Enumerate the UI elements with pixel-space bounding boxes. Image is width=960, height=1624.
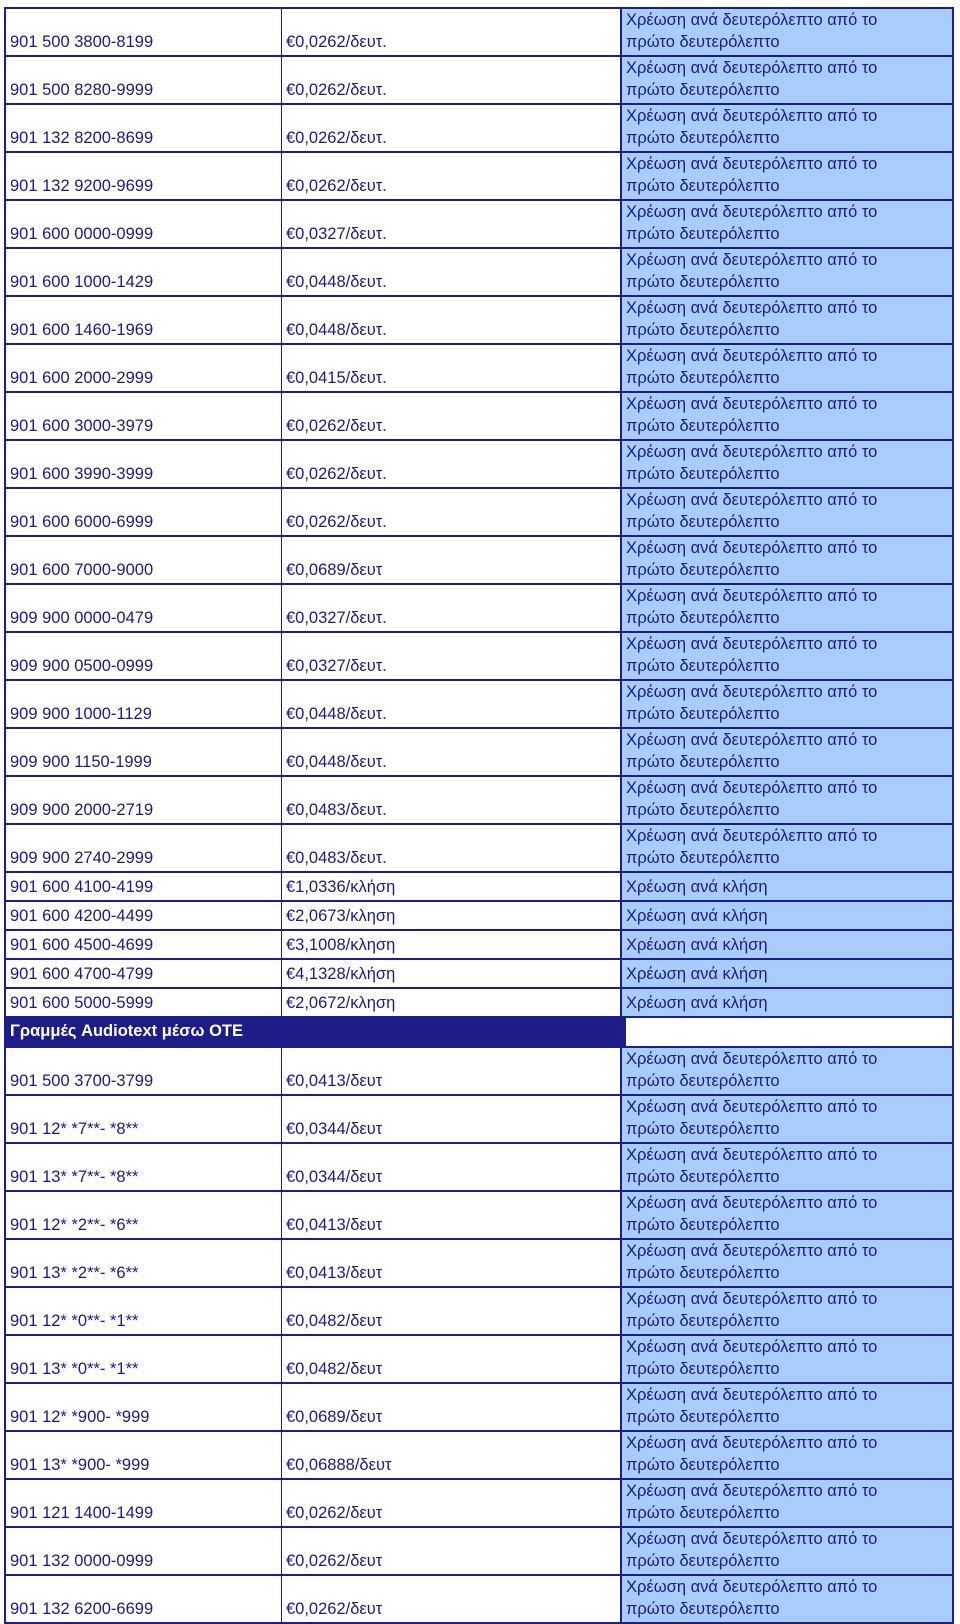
table-row bbox=[4, 1048, 954, 1096]
per-call-rate-rows bbox=[4, 873, 954, 1018]
table-row bbox=[4, 1240, 954, 1288]
billing-note-cell: Χρέωση ανά κλήση bbox=[622, 931, 954, 960]
billing-note-line-1: Χρέωση ανά δευτερόλεπτο από το bbox=[626, 1530, 878, 1548]
number-range-cell: 909 900 1000-1129 bbox=[4, 681, 282, 729]
number-range-cell: 901 600 4500-4699 bbox=[4, 931, 282, 960]
table-row bbox=[4, 153, 954, 201]
billing-note-line-2: πρώτο δευτερόλεπτο bbox=[626, 801, 780, 819]
number-range-cell: 901 13* *900- *999 bbox=[4, 1432, 282, 1480]
price-cell: €0,0448/δευτ. bbox=[282, 297, 622, 345]
billing-note-line-1: Χρέωση ανά δευτερόλεπτο από το bbox=[626, 1338, 878, 1356]
billing-note-cell bbox=[622, 585, 954, 633]
billing-note-cell bbox=[622, 1288, 954, 1336]
number-range-cell: 909 900 1150-1999 bbox=[4, 729, 282, 777]
number-range-cell: 901 500 3800-8199 bbox=[4, 7, 282, 57]
billing-note-line-2: πρώτο δευτερόλεπτο bbox=[626, 369, 780, 387]
billing-note-line-2: πρώτο δευτερόλεπτο bbox=[626, 1120, 780, 1138]
price-cell: €0,0262/δευτ. bbox=[282, 489, 622, 537]
billing-note-line-2: πρώτο δευτερόλεπτο bbox=[626, 1408, 780, 1426]
price-cell: €2,0673/κληση bbox=[282, 902, 622, 931]
price-cell: €0,0262/δευτ. bbox=[282, 393, 622, 441]
billing-note-cell bbox=[622, 249, 954, 297]
billing-note-line-2: πρώτο δευτερόλεπτο bbox=[626, 1504, 780, 1522]
number-range-cell: 901 121 1400-1499 bbox=[4, 1480, 282, 1528]
price-cell: €0,0448/δευτ. bbox=[282, 681, 622, 729]
billing-note-line-1: Χρέωση ανά δευτερόλεπτο από το bbox=[626, 539, 878, 557]
table-row bbox=[4, 1288, 954, 1336]
billing-note-line-2: πρώτο δευτερόλεπτο bbox=[626, 81, 780, 99]
table-row bbox=[4, 1096, 954, 1144]
price-cell: €0,0483/δευτ. bbox=[282, 777, 622, 825]
billing-note-line-2: πρώτο δευτερόλεπτο bbox=[626, 1216, 780, 1234]
table-row bbox=[4, 1192, 954, 1240]
billing-note-cell bbox=[622, 153, 954, 201]
table-row bbox=[4, 537, 954, 585]
billing-note-line-1: Χρέωση ανά δευτερόλεπτο από το bbox=[626, 683, 878, 701]
price-cell: €0,0262/δευτ bbox=[282, 1528, 622, 1576]
billing-note-line-1: Χρέωση ανά δευτερόλεπτο από το bbox=[626, 11, 878, 29]
table-row bbox=[4, 249, 954, 297]
number-range-cell: 901 132 6200-6699 bbox=[4, 1576, 282, 1624]
price-cell: €0,0327/δευτ. bbox=[282, 585, 622, 633]
billing-note-line-2: πρώτο δευτερόλεπτο bbox=[626, 1552, 780, 1570]
number-range-cell: 901 600 6000-6999 bbox=[4, 489, 282, 537]
price-cell: €0,0262/δευτ bbox=[282, 1576, 622, 1624]
billing-note-line-1: Χρέωση ανά δευτερόλεπτο από το bbox=[626, 299, 878, 317]
number-range-cell: 901 600 4200-4499 bbox=[4, 902, 282, 931]
billing-note-cell bbox=[622, 681, 954, 729]
billing-note-line-2: πρώτο δευτερόλεπτο bbox=[626, 657, 780, 675]
billing-note-cell bbox=[622, 1336, 954, 1384]
table-row bbox=[4, 345, 954, 393]
billing-note-line-1: Χρέωση ανά δευτερόλεπτο από το bbox=[626, 1482, 878, 1500]
table-row bbox=[4, 57, 954, 105]
billing-note-line-2: πρώτο δευτερόλεπτο bbox=[626, 1168, 780, 1186]
price-cell: €0,0327/δευτ. bbox=[282, 633, 622, 681]
section-title: Γραμμές Audiotext μέσω ΟΤΕ bbox=[4, 1018, 622, 1048]
billing-note-cell bbox=[622, 7, 954, 57]
billing-note-line-1: Χρέωση ανά δευτερόλεπτο από το bbox=[626, 779, 878, 797]
table-row bbox=[4, 393, 954, 441]
billing-note-cell bbox=[622, 1432, 954, 1480]
billing-note-line-2: πρώτο δευτερόλεπτο bbox=[626, 465, 780, 483]
table-row bbox=[4, 1528, 954, 1576]
billing-note-line-1: Χρέωση ανά δευτερόλεπτο από το bbox=[626, 587, 878, 605]
number-range-cell: 901 600 3000-3979 bbox=[4, 393, 282, 441]
billing-note-cell bbox=[622, 1192, 954, 1240]
billing-note-line-1: Χρέωση ανά δευτερόλεπτο από το bbox=[626, 1242, 878, 1260]
billing-note-cell bbox=[622, 1240, 954, 1288]
billing-note-line-1: Χρέωση ανά δευτερόλεπτο από το bbox=[626, 1146, 878, 1164]
billing-note-line-1: Χρέωση ανά δευτερόλεπτο από το bbox=[626, 347, 878, 365]
ote-section-header bbox=[4, 1018, 954, 1048]
price-cell: €0,0344/δευτ bbox=[282, 1096, 622, 1144]
table-row bbox=[4, 1576, 954, 1624]
price-cell: €0,0413/δευτ bbox=[282, 1240, 622, 1288]
price-cell: €0,0483/δευτ. bbox=[282, 825, 622, 873]
billing-note-line-1: Χρέωση ανά δευτερόλεπτο από το bbox=[626, 107, 878, 125]
table-row bbox=[4, 201, 954, 249]
billing-note-cell bbox=[622, 777, 954, 825]
number-range-cell: 901 600 1460-1969 bbox=[4, 297, 282, 345]
billing-note-line-1: Χρέωση ανά δευτερόλεπτο από το bbox=[626, 1290, 878, 1308]
billing-note-line-1: Χρέωση ανά δευτερόλεπτο από το bbox=[626, 1050, 878, 1068]
section-header-row bbox=[4, 1018, 954, 1048]
price-cell: €3,1008/κληση bbox=[282, 931, 622, 960]
billing-note-cell bbox=[622, 825, 954, 873]
price-cell: €0,0413/δευτ bbox=[282, 1192, 622, 1240]
billing-note-line-2: πρώτο δευτερόλεπτο bbox=[626, 33, 780, 51]
billing-note-cell bbox=[622, 1528, 954, 1576]
price-cell: €0,06888/δευτ bbox=[282, 1432, 622, 1480]
billing-note-cell bbox=[622, 201, 954, 249]
billing-note-cell bbox=[622, 441, 954, 489]
billing-note-line-1: Χρέωση ανά δευτερόλεπτο από το bbox=[626, 395, 878, 413]
billing-note-cell bbox=[622, 57, 954, 105]
price-cell: €0,0327/δευτ. bbox=[282, 201, 622, 249]
number-range-cell: 901 13* *0**- *1** bbox=[4, 1336, 282, 1384]
billing-note-line-1: Χρέωση ανά δευτερόλεπτο από το bbox=[626, 491, 878, 509]
billing-note-line-1: Χρέωση ανά δευτερόλεπτο από το bbox=[626, 1578, 878, 1596]
table-row bbox=[4, 1384, 954, 1432]
price-cell: €0,0448/δευτ. bbox=[282, 249, 622, 297]
number-range-cell: 901 600 4700-4799 bbox=[4, 960, 282, 989]
price-cell: €0,0262/δευτ. bbox=[282, 441, 622, 489]
billing-note-line-1: Χρέωση ανά δευτερόλεπτο από το bbox=[626, 1194, 878, 1212]
number-range-cell: 901 600 0000-0999 bbox=[4, 201, 282, 249]
table-row bbox=[4, 585, 954, 633]
number-range-cell: 909 900 0500-0999 bbox=[4, 633, 282, 681]
table-row bbox=[4, 931, 954, 960]
table-row bbox=[4, 902, 954, 931]
per-second-rate-rows bbox=[4, 7, 954, 873]
billing-note-line-2: πρώτο δευτερόλεπτο bbox=[626, 513, 780, 531]
billing-note-cell: Χρέωση ανά κλήση bbox=[622, 873, 954, 902]
table-row bbox=[4, 873, 954, 902]
billing-note-line-1: Χρέωση ανά δευτερόλεπτο από το bbox=[626, 635, 878, 653]
billing-note-line-1: Χρέωση ανά δευτερόλεπτο από το bbox=[626, 155, 878, 173]
number-range-cell: 901 600 3990-3999 bbox=[4, 441, 282, 489]
price-cell: €0,0413/δευτ bbox=[282, 1048, 622, 1096]
billing-note-line-2: πρώτο δευτερόλεπτο bbox=[626, 705, 780, 723]
table-row bbox=[4, 1336, 954, 1384]
price-cell: €0,0415/δευτ. bbox=[282, 345, 622, 393]
table-row bbox=[4, 105, 954, 153]
billing-note-cell bbox=[622, 1096, 954, 1144]
billing-note-line-1: Χρέωση ανά δευτερόλεπτο από το bbox=[626, 443, 878, 461]
billing-note-line-2: πρώτο δευτερόλεπτο bbox=[626, 1600, 780, 1618]
number-range-cell: 901 13* *2**- *6** bbox=[4, 1240, 282, 1288]
billing-note-line-2: πρώτο δευτερόλεπτο bbox=[626, 609, 780, 627]
number-range-cell: 901 12* *2**- *6** bbox=[4, 1192, 282, 1240]
number-range-cell: 901 500 8280-9999 bbox=[4, 57, 282, 105]
billing-note-line-1: Χρέωση ανά δευτερόλεπτο από το bbox=[626, 203, 878, 221]
billing-note-line-2: πρώτο δευτερόλεπτο bbox=[626, 1264, 780, 1282]
table-row bbox=[4, 777, 954, 825]
billing-note-cell: Χρέωση ανά κλήση bbox=[622, 902, 954, 931]
price-cell: €2,0672/κληση bbox=[282, 989, 622, 1018]
billing-note-cell bbox=[622, 1144, 954, 1192]
billing-note-line-2: πρώτο δευτερόλεπτο bbox=[626, 417, 780, 435]
table-row bbox=[4, 7, 954, 57]
number-range-cell: 901 600 4100-4199 bbox=[4, 873, 282, 902]
table-row bbox=[4, 960, 954, 989]
price-cell: €0,0482/δευτ bbox=[282, 1336, 622, 1384]
billing-note-cell bbox=[622, 105, 954, 153]
billing-note-line-2: πρώτο δευτερόλεπτο bbox=[626, 225, 780, 243]
table-row bbox=[4, 729, 954, 777]
number-range-cell: 901 600 7000-9000 bbox=[4, 537, 282, 585]
billing-note-cell bbox=[622, 537, 954, 585]
billing-note-line-2: πρώτο δευτερόλεπτο bbox=[626, 1072, 780, 1090]
billing-note-line-2: πρώτο δευτερόλεπτο bbox=[626, 273, 780, 291]
billing-note-cell bbox=[622, 345, 954, 393]
price-cell: €0,0448/δευτ. bbox=[282, 729, 622, 777]
billing-note-line-2: πρώτο δευτερόλεπτο bbox=[626, 1360, 780, 1378]
table-row bbox=[4, 1144, 954, 1192]
ote-rate-rows bbox=[4, 1048, 954, 1624]
billing-note-cell: Χρέωση ανά κλήση bbox=[622, 989, 954, 1018]
number-range-cell: 901 600 2000-2999 bbox=[4, 345, 282, 393]
table-row bbox=[4, 441, 954, 489]
price-cell: €1,0336/κλήση bbox=[282, 873, 622, 902]
number-range-cell: 901 12* *0**- *1** bbox=[4, 1288, 282, 1336]
number-range-cell: 901 132 9200-9699 bbox=[4, 153, 282, 201]
section-blank-cell bbox=[622, 1018, 954, 1048]
billing-note-cell bbox=[622, 393, 954, 441]
table-row bbox=[4, 989, 954, 1018]
billing-note-cell bbox=[622, 1480, 954, 1528]
number-range-cell: 909 900 0000-0479 bbox=[4, 585, 282, 633]
table-row bbox=[4, 825, 954, 873]
number-range-cell: 909 900 2740-2999 bbox=[4, 825, 282, 873]
price-cell: €0,0262/δευτ. bbox=[282, 105, 622, 153]
billing-note-cell bbox=[622, 489, 954, 537]
billing-note-line-2: πρώτο δευτερόλεπτο bbox=[626, 1312, 780, 1330]
billing-note-line-2: πρώτο δευτερόλεπτο bbox=[626, 849, 780, 867]
billing-note-cell bbox=[622, 1048, 954, 1096]
price-cell: €0,0262/δευτ bbox=[282, 1480, 622, 1528]
billing-note-cell bbox=[622, 1384, 954, 1432]
price-cell: €4,1328/κλήση bbox=[282, 960, 622, 989]
table-row bbox=[4, 1480, 954, 1528]
number-range-cell: 909 900 2000-2719 bbox=[4, 777, 282, 825]
billing-note-cell: Χρέωση ανά κλήση bbox=[622, 960, 954, 989]
billing-note-line-1: Χρέωση ανά δευτερόλεπτο από το bbox=[626, 731, 878, 749]
number-range-cell: 901 500 3700-3799 bbox=[4, 1048, 282, 1096]
billing-note-line-2: πρώτο δευτερόλεπτο bbox=[626, 321, 780, 339]
rate-table bbox=[4, 7, 954, 1624]
price-cell: €0,0689/δευτ bbox=[282, 1384, 622, 1432]
billing-note-line-2: πρώτο δευτερόλεπτο bbox=[626, 753, 780, 771]
table-row bbox=[4, 681, 954, 729]
number-range-cell: 901 132 8200-8699 bbox=[4, 105, 282, 153]
billing-note-line-2: πρώτο δευτερόλεπτο bbox=[626, 1456, 780, 1474]
billing-note-line-1: Χρέωση ανά δευτερόλεπτο από το bbox=[626, 1098, 878, 1116]
billing-note-line-2: πρώτο δευτερόλεπτο bbox=[626, 129, 780, 147]
number-range-cell: 901 12* *900- *999 bbox=[4, 1384, 282, 1432]
billing-note-cell bbox=[622, 297, 954, 345]
price-cell: €0,0482/δευτ bbox=[282, 1288, 622, 1336]
number-range-cell: 901 600 1000-1429 bbox=[4, 249, 282, 297]
billing-note-line-1: Χρέωση ανά δευτερόλεπτο από το bbox=[626, 827, 878, 845]
billing-note-line-2: πρώτο δευτερόλεπτο bbox=[626, 561, 780, 579]
price-cell: €0,0262/δευτ. bbox=[282, 7, 622, 57]
price-cell: €0,0344/δευτ bbox=[282, 1144, 622, 1192]
billing-note-line-1: Χρέωση ανά δευτερόλεπτο από το bbox=[626, 1386, 878, 1404]
billing-note-line-1: Χρέωση ανά δευτερόλεπτο από το bbox=[626, 251, 878, 269]
price-cell: €0,0262/δευτ. bbox=[282, 57, 622, 105]
number-range-cell: 901 12* *7**- *8** bbox=[4, 1096, 282, 1144]
number-range-cell: 901 13* *7**- *8** bbox=[4, 1144, 282, 1192]
billing-note-cell bbox=[622, 729, 954, 777]
billing-note-line-1: Χρέωση ανά δευτερόλεπτο από το bbox=[626, 1434, 878, 1452]
billing-note-cell bbox=[622, 1576, 954, 1624]
table-row bbox=[4, 489, 954, 537]
number-range-cell: 901 132 0000-0999 bbox=[4, 1528, 282, 1576]
billing-note-cell bbox=[622, 633, 954, 681]
table-row bbox=[4, 297, 954, 345]
number-range-cell: 901 600 5000-5999 bbox=[4, 989, 282, 1018]
price-cell: €0,0689/δευτ bbox=[282, 537, 622, 585]
table-row bbox=[4, 633, 954, 681]
billing-note-line-2: πρώτο δευτερόλεπτο bbox=[626, 177, 780, 195]
billing-note-line-1: Χρέωση ανά δευτερόλεπτο από το bbox=[626, 59, 878, 77]
price-cell: €0,0262/δευτ. bbox=[282, 153, 622, 201]
table-row bbox=[4, 1432, 954, 1480]
